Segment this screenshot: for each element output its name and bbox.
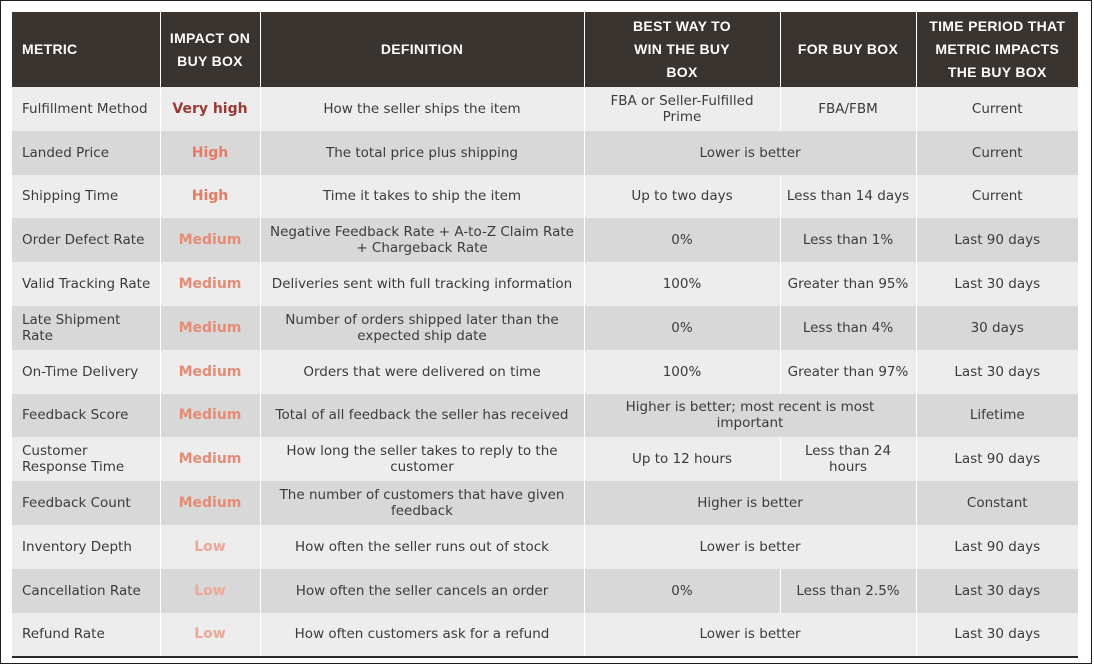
metric-cell: On-Time Delivery xyxy=(12,350,160,394)
definition-cell: How often the seller cancels an order xyxy=(260,569,584,613)
metric-cell: Cancellation Rate xyxy=(12,569,160,613)
table-row xyxy=(12,437,1078,481)
best-way-cell: Up to two days xyxy=(584,175,780,219)
impact-cell: Low xyxy=(160,525,260,569)
best-way-merged-cell: Lower is better xyxy=(584,131,916,175)
header-definition: DEFINITION xyxy=(260,12,584,87)
table-row xyxy=(12,481,1078,525)
time-period-cell: Last 30 days xyxy=(916,613,1078,657)
metric-cell: Shipping Time xyxy=(12,175,160,219)
definition-cell: Number of orders shipped later than the expected ship date xyxy=(260,306,584,350)
metric-cell: Landed Price xyxy=(12,131,160,175)
table-row xyxy=(12,175,1078,219)
for-buy-box-cell: Greater than 97% xyxy=(780,350,916,394)
impact-cell: High xyxy=(160,131,260,175)
metric-cell: Customer Response Time xyxy=(12,437,160,481)
table-row xyxy=(12,131,1078,175)
buy-box-metrics-table xyxy=(12,12,1078,656)
time-period-cell: Current xyxy=(916,175,1078,219)
metric-cell: Feedback Score xyxy=(12,394,160,438)
table-body xyxy=(12,87,1078,656)
time-period-cell: Last 90 days xyxy=(916,525,1078,569)
best-way-merged-cell: Higher is better; most recent is most important xyxy=(584,394,916,438)
best-way-merged-cell: Higher is better xyxy=(584,481,916,525)
impact-cell: Medium xyxy=(160,350,260,394)
metric-cell: Refund Rate xyxy=(12,613,160,657)
impact-cell: Very high xyxy=(160,87,260,131)
impact-cell: Medium xyxy=(160,481,260,525)
best-way-cell: FBA or Seller-Fulfilled Prime xyxy=(584,87,780,131)
table-row xyxy=(12,525,1078,569)
table-row xyxy=(12,87,1078,131)
impact-cell: Low xyxy=(160,569,260,613)
for-buy-box-cell: Greater than 95% xyxy=(780,262,916,306)
definition-cell: Deliveries sent with full tracking information xyxy=(260,262,584,306)
table-row xyxy=(12,350,1078,394)
header-metric: METRIC xyxy=(12,12,160,87)
best-way-cell: 100% xyxy=(584,350,780,394)
header-best-way: BEST WAY TO WIN THE BUY BOX xyxy=(584,12,780,87)
metric-cell: Valid Tracking Rate xyxy=(12,262,160,306)
impact-cell: Medium xyxy=(160,262,260,306)
impact-cell: High xyxy=(160,175,260,219)
best-way-cell: 0% xyxy=(584,569,780,613)
definition-cell: Total of all feedback the seller has received xyxy=(260,394,584,438)
time-period-cell: Last 90 days xyxy=(916,437,1078,481)
impact-cell: Medium xyxy=(160,394,260,438)
best-way-merged-cell: Lower is better xyxy=(584,525,916,569)
time-period-cell: 30 days xyxy=(916,306,1078,350)
time-period-cell: Lifetime xyxy=(916,394,1078,438)
best-way-cell: 100% xyxy=(584,262,780,306)
time-period-cell: Last 30 days xyxy=(916,569,1078,613)
definition-cell: The number of customers that have given feedback xyxy=(260,481,584,525)
best-way-cell: 0% xyxy=(584,306,780,350)
definition-cell: The total price plus shipping xyxy=(260,131,584,175)
time-period-cell: Current xyxy=(916,87,1078,131)
impact-cell: Medium xyxy=(160,218,260,262)
impact-cell: Low xyxy=(160,613,260,657)
header-impact: IMPACT ON BUY BOX xyxy=(160,12,260,87)
table-row xyxy=(12,394,1078,438)
impact-cell: Medium xyxy=(160,437,260,481)
definition-cell: How often customers ask for a refund xyxy=(260,613,584,657)
definition-cell: Orders that were delivered on time xyxy=(260,350,584,394)
for-buy-box-cell: Less than 2.5% xyxy=(780,569,916,613)
for-buy-box-cell: Less than 4% xyxy=(780,306,916,350)
table-row xyxy=(12,613,1078,657)
time-period-cell: Last 90 days xyxy=(916,218,1078,262)
header-for-buy-box: FOR BUY BOX xyxy=(780,12,916,87)
best-way-merged-cell: Lower is better xyxy=(584,613,916,657)
definition-cell: Negative Feedback Rate + A-to-Z Claim Rate + Chargeback Rate xyxy=(260,218,584,262)
definition-cell: How long the seller takes to reply to the customer xyxy=(260,437,584,481)
metric-cell: Late Shipment Rate xyxy=(12,306,160,350)
definition-cell: How often the seller runs out of stock xyxy=(260,525,584,569)
metric-cell: Order Defect Rate xyxy=(12,218,160,262)
table-row xyxy=(12,262,1078,306)
for-buy-box-cell: Less than 24 hours xyxy=(780,437,916,481)
metric-cell: Fulfillment Method xyxy=(12,87,160,131)
time-period-cell: Last 30 days xyxy=(916,262,1078,306)
time-period-cell: Constant xyxy=(916,481,1078,525)
impact-cell: Medium xyxy=(160,306,260,350)
for-buy-box-cell: FBA/FBM xyxy=(780,87,916,131)
time-period-cell: Current xyxy=(916,131,1078,175)
definition-cell: Time it takes to ship the item xyxy=(260,175,584,219)
best-way-cell: 0% xyxy=(584,218,780,262)
table-row xyxy=(12,306,1078,350)
definition-cell: How the seller ships the item xyxy=(260,87,584,131)
metric-cell: Inventory Depth xyxy=(12,525,160,569)
table-row xyxy=(12,569,1078,613)
buy-box-metrics-table-wrapper xyxy=(12,12,1078,658)
header-time-period: TIME PERIOD THAT METRIC IMPACTS THE BUY BOX xyxy=(916,12,1078,87)
for-buy-box-cell: Less than 14 days xyxy=(780,175,916,219)
best-way-cell: Up to 12 hours xyxy=(584,437,780,481)
header-row xyxy=(12,12,1078,87)
for-buy-box-cell: Less than 1% xyxy=(780,218,916,262)
time-period-cell: Last 30 days xyxy=(916,350,1078,394)
metric-cell: Feedback Count xyxy=(12,481,160,525)
table-row xyxy=(12,218,1078,262)
